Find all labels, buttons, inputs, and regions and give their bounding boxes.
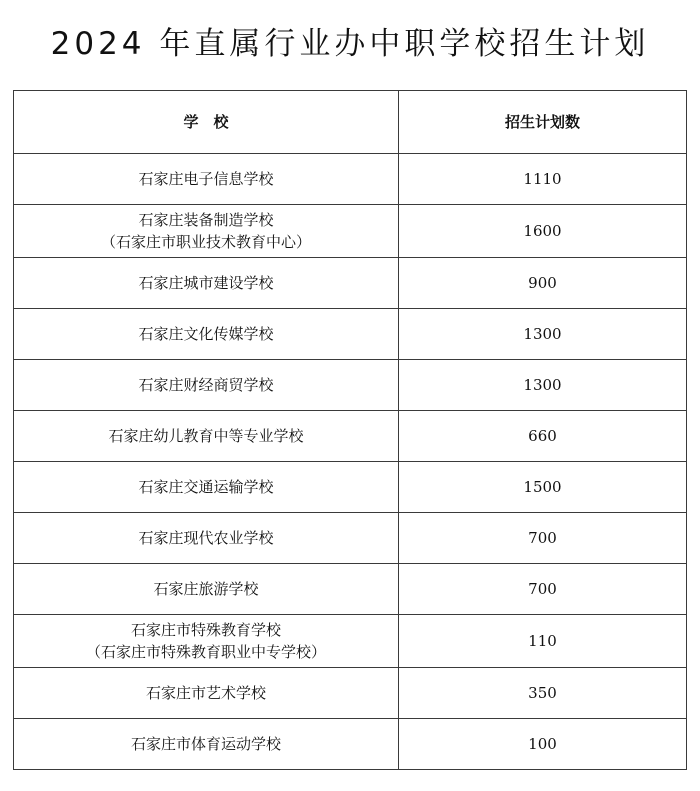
table-row [14,668,687,719]
school-cell [14,615,399,668]
table-row [14,205,687,258]
count-cell: 110 [399,615,687,668]
count-cell: 350 [399,668,687,719]
enrollment-plan-table [13,90,687,770]
school-cell [14,154,399,205]
count-cell: 900 [399,258,687,309]
table-row [14,719,687,770]
count-cell: 1110 [399,154,687,205]
school-cell [14,205,399,258]
header-count: 招生计划数 [399,91,687,154]
school-name: 石家庄电子信息学校 [138,170,274,188]
school-name: 石家庄市体育运动学校 [130,735,281,753]
school-alias: （石家庄市特殊教育职业中专学校） [85,643,326,661]
table-row [14,564,687,615]
school-cell [14,564,399,615]
table-row [14,258,687,309]
school-name: 石家庄幼儿教育中等专业学校 [108,427,304,445]
table-row [14,154,687,205]
count-cell: 1300 [399,309,687,360]
school-name: 石家庄旅游学校 [153,580,259,598]
school-name: 石家庄市艺术学校 [145,684,266,702]
table-row [14,309,687,360]
table-header-row [14,91,687,154]
count-cell: 100 [399,719,687,770]
table-row [14,615,687,668]
school-name: 石家庄交通运输学校 [138,478,274,496]
page-title: 2024 年直属行业办中职学校招生计划 [50,26,650,62]
school-cell [14,719,399,770]
school-cell [14,668,399,719]
school-cell [14,513,399,564]
school-cell [14,462,399,513]
school-name: 石家庄文化传媒学校 [138,325,274,343]
table-row [14,462,687,513]
school-name: 石家庄装备制造学校 [138,211,274,229]
header-school: 学 校 [14,91,399,154]
count-cell: 1500 [399,462,687,513]
school-name: 石家庄城市建设学校 [138,274,274,292]
count-cell: 1300 [399,360,687,411]
table-row [14,513,687,564]
table-row [14,360,687,411]
count-cell: 700 [399,513,687,564]
school-name: 石家庄现代农业学校 [138,529,274,547]
school-alias: （石家庄市职业技术教育中心） [100,233,311,251]
school-name: 石家庄市特殊教育学校 [130,621,281,639]
count-cell: 660 [399,411,687,462]
count-cell: 700 [399,564,687,615]
table-row [14,411,687,462]
school-cell [14,411,399,462]
school-cell [14,360,399,411]
school-cell [14,309,399,360]
school-cell [14,258,399,309]
school-name: 石家庄财经商贸学校 [138,376,274,394]
count-cell: 1600 [399,205,687,258]
